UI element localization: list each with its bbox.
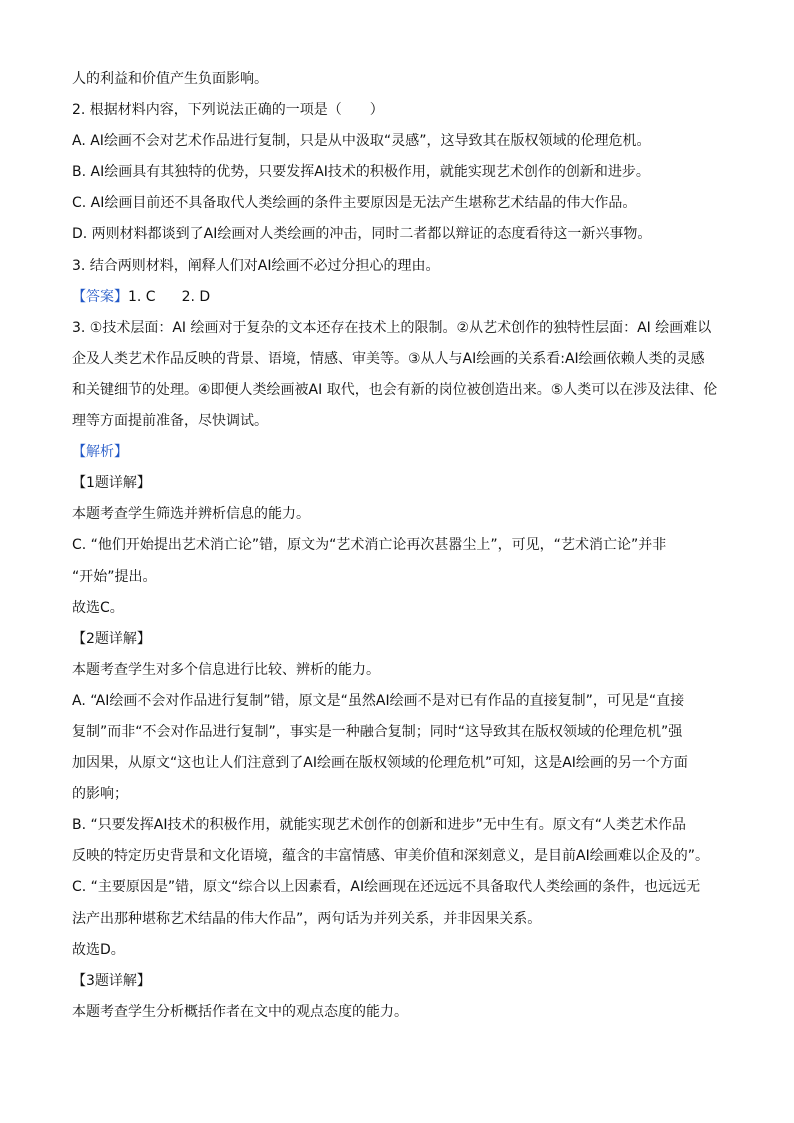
q3-detail-heading: 【3题详解】 <box>72 972 151 989</box>
option-a: A. AI绘画不会对艺术作品进行复制，只是从中汲取“灵感”，这导致其在版权领域的伦理危机。 <box>72 133 651 150</box>
text-line: 本题考查学生分析概括作者在文中的观点态度的能力。 <box>72 1003 408 1020</box>
option-b: B. AI绘画具有其独特的优势，只要发挥AI技术的积极作用，就能实现艺术创作的创新和进步。 <box>72 164 650 181</box>
text-line: 的影响； <box>72 786 128 803</box>
answer-3-line: 3. ①技术层面：AI 绘画对于复杂的文本还存在技术上的限制。②从艺术创作的独特性层面：AI 绘画难以 <box>72 319 712 336</box>
q2-detail-heading: 【2题详解】 <box>72 630 151 647</box>
question-3: 3. 结合两则材料，阐释人们对AI绘画不必过分担心的理由。 <box>72 257 440 274</box>
option-c: C. AI绘画目前还不具备取代人类绘画的条件主要原因是无法产生堪称艺术结晶的伟大作品。 <box>72 195 637 212</box>
text-line: 复制”而非“不会对作品进行复制”，事实是一种融合复制；同时“这导致其在版权领域的伦理危机”强 <box>72 723 683 740</box>
answer-2: 2. D <box>181 288 211 305</box>
answer-3-line: 理等方面提前准备，尽快调试。 <box>72 413 268 430</box>
text-line: 加因果，从原文“这也让人们注意到了AI绘画在版权领域的伦理危机”可知，这是AI绘画的另一个方面 <box>72 755 688 772</box>
text-line: 人的利益和价值产生负面影响。 <box>72 71 268 87</box>
answer-1: 1. C <box>128 288 156 305</box>
option-d: D. 两则材料都谈到了AI绘画对人类绘画的冲击，同时二者都以辩证的态度看待这一新兴事物。 <box>72 226 652 243</box>
question-2: 2. 根据材料内容，下列说法正确的一项是（ ） <box>72 102 384 119</box>
text-line: 本题考查学生对多个信息进行比较、辨析的能力。 <box>72 661 380 678</box>
analysis-tag-line <box>72 437 724 468</box>
text-line: 本题考查学生筛选并辨析信息的能力。 <box>72 506 310 523</box>
document-page <box>72 64 724 1028</box>
text-line: 法产出那种堪称艺术结晶的伟大作品”，两句话为并列关系，并非因果关系。 <box>72 910 542 927</box>
text-line: “开始”提出。 <box>72 568 157 585</box>
text-line: B. “只要发挥AI技术的积极作用，就能实现艺术创作的创新和进步”无中生有。原文有“人类艺术作品 <box>72 817 686 834</box>
text-line: C. “主要原因是”错，原文“综合以上因素看，AI绘画现在还远远不具备取代人类绘画的条件，也远远无 <box>72 879 701 896</box>
q1-detail-heading: 【1题详解】 <box>72 475 151 492</box>
answer-tag: 【答案】 <box>72 288 128 305</box>
answer-line <box>72 282 724 313</box>
text-line: 故选D。 <box>72 941 125 958</box>
text-line: C. “他们开始提出艺术消亡论”错，原文为“艺术消亡论再次甚嚣尘上”，可见，“艺术消亡论”并非 <box>72 537 667 554</box>
answer-3-line: 和关键细节的处理。④即便人类绘画被AI 取代，也会有新的岗位被创造出来。⑤人类可以在涉及法律、伦 <box>72 381 718 398</box>
analysis-tag: 【解析】 <box>72 444 128 461</box>
text-line: A. “AI绘画不会对作品进行复制”错，原文是“虽然AI绘画不是对已有作品的直接复制”，可见是“直接 <box>72 692 685 709</box>
answer-3-line: 企及人类艺术作品反映的背景、语境，情感、审美等。③从人与AI绘画的关系看:AI绘画依赖人类的灵感 <box>72 350 705 367</box>
text-line: 故选C。 <box>72 599 124 616</box>
text-line: 反映的特定历史背景和文化语境，蕴含的丰富情感、审美价值和深刻意义，是目前AI绘画难以企及的”。 <box>72 848 709 865</box>
